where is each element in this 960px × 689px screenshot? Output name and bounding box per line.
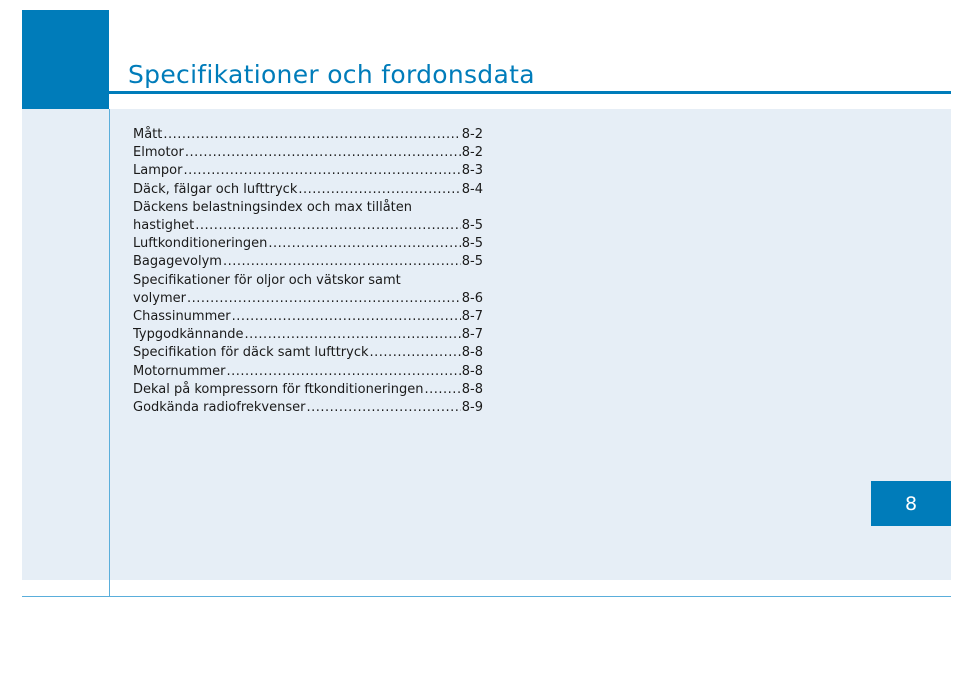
left-margin-panel [22,109,109,580]
toc-entry-page: 8-3 [461,163,483,179]
bottom-rule [22,596,951,597]
toc-entry-title: volymer [133,290,186,306]
toc-entry-page: 8-8 [461,381,483,397]
chapter-number: 8 [904,492,918,515]
toc-entry-title: Godkända radiofrekvenser [133,400,306,416]
toc-entry-lead: Specifikationer för oljor och vätskor samt [133,272,401,288]
dot-leader [298,181,460,199]
toc-entry[interactable] [133,199,483,235]
dot-leader [232,308,461,326]
toc-entry-title: Chassinummer [133,309,231,325]
toc-entry-page: 8-7 [461,327,483,343]
toc-entry-page: 8-6 [461,290,483,306]
toc-entry-title: Motornummer [133,363,226,379]
page-title: Specifikationer och fordonsdata [128,60,535,89]
toc-entry[interactable] [133,144,483,162]
dot-leader [425,381,461,399]
toc-entry-row [133,399,483,417]
toc-entry[interactable] [133,272,483,308]
toc-entry-title: Däck, fälgar och lufttryck [133,181,298,197]
toc-entry-row [133,235,483,253]
dot-leader [183,162,460,180]
toc-entry-lead: Däckens belastningsindex och max tillåten [133,199,413,215]
toc-entry-page: 8-2 [461,145,483,161]
dot-leader [163,126,460,144]
toc-entry-row [133,363,483,381]
toc-entry-row [133,253,483,271]
toc-entry[interactable] [133,253,483,271]
toc-entry-title: Typgodkännande [133,327,244,343]
dot-leader [187,290,461,308]
chapter-tab[interactable] [871,481,951,526]
toc-entry[interactable] [133,162,483,180]
toc-entry-page: 8-5 [461,254,483,270]
toc-entry-page: 8-7 [461,309,483,325]
toc-entry-row [133,326,483,344]
toc-entry[interactable] [133,181,483,199]
toc-entry-page: 8-4 [461,181,483,197]
toc-entry-page: 8-8 [461,363,483,379]
toc-entry-title: Lampor [133,163,183,179]
toc-entry-row [133,290,483,308]
dot-leader [185,144,461,162]
toc-entry-title: Dekal på kompressorn för ftkonditioneringen [133,381,424,397]
dot-leader [195,217,460,235]
toc-entry[interactable] [133,363,483,381]
toc-entry[interactable] [133,399,483,417]
toc-entry-row [133,217,483,235]
toc-entry-page: 8-9 [461,400,483,416]
chapter-corner-block [22,10,109,109]
toc-entry-title: hastighet [133,218,195,234]
dot-leader [306,399,460,417]
table-of-contents [133,126,483,417]
toc-entry-row [133,381,483,399]
toc-entry-row [133,126,483,144]
dot-leader [268,235,460,253]
toc-entry-title: Luftkonditioneringen [133,236,268,252]
toc-entry[interactable] [133,381,483,399]
dot-leader [370,344,461,362]
toc-entry[interactable] [133,235,483,253]
toc-entry-row [133,344,483,362]
toc-entry-page: 8-5 [461,236,483,252]
toc-entry[interactable] [133,308,483,326]
toc-entry-title: Elmotor [133,145,184,161]
toc-entry-row [133,144,483,162]
toc-entry-title: Mått [133,127,163,142]
toc-entry-title: Specifikation för däck samt lufttryck [133,345,369,361]
toc-entry[interactable] [133,344,483,362]
toc-entry-page: 8-8 [461,345,483,361]
toc-entry-page: 8-2 [461,127,483,142]
toc-entry-row [133,308,483,326]
dot-leader [227,363,461,381]
toc-entry-row [133,181,483,199]
toc-entry-row [133,162,483,180]
left-vertical-rule [109,109,110,597]
dot-leader [245,326,461,344]
toc-entry[interactable] [133,126,483,144]
dot-leader [223,253,461,271]
toc-entry-title: Bagagevolym [133,254,222,270]
toc-entry[interactable] [133,326,483,344]
toc-entry-page: 8-5 [461,218,483,234]
title-underline [109,91,951,94]
